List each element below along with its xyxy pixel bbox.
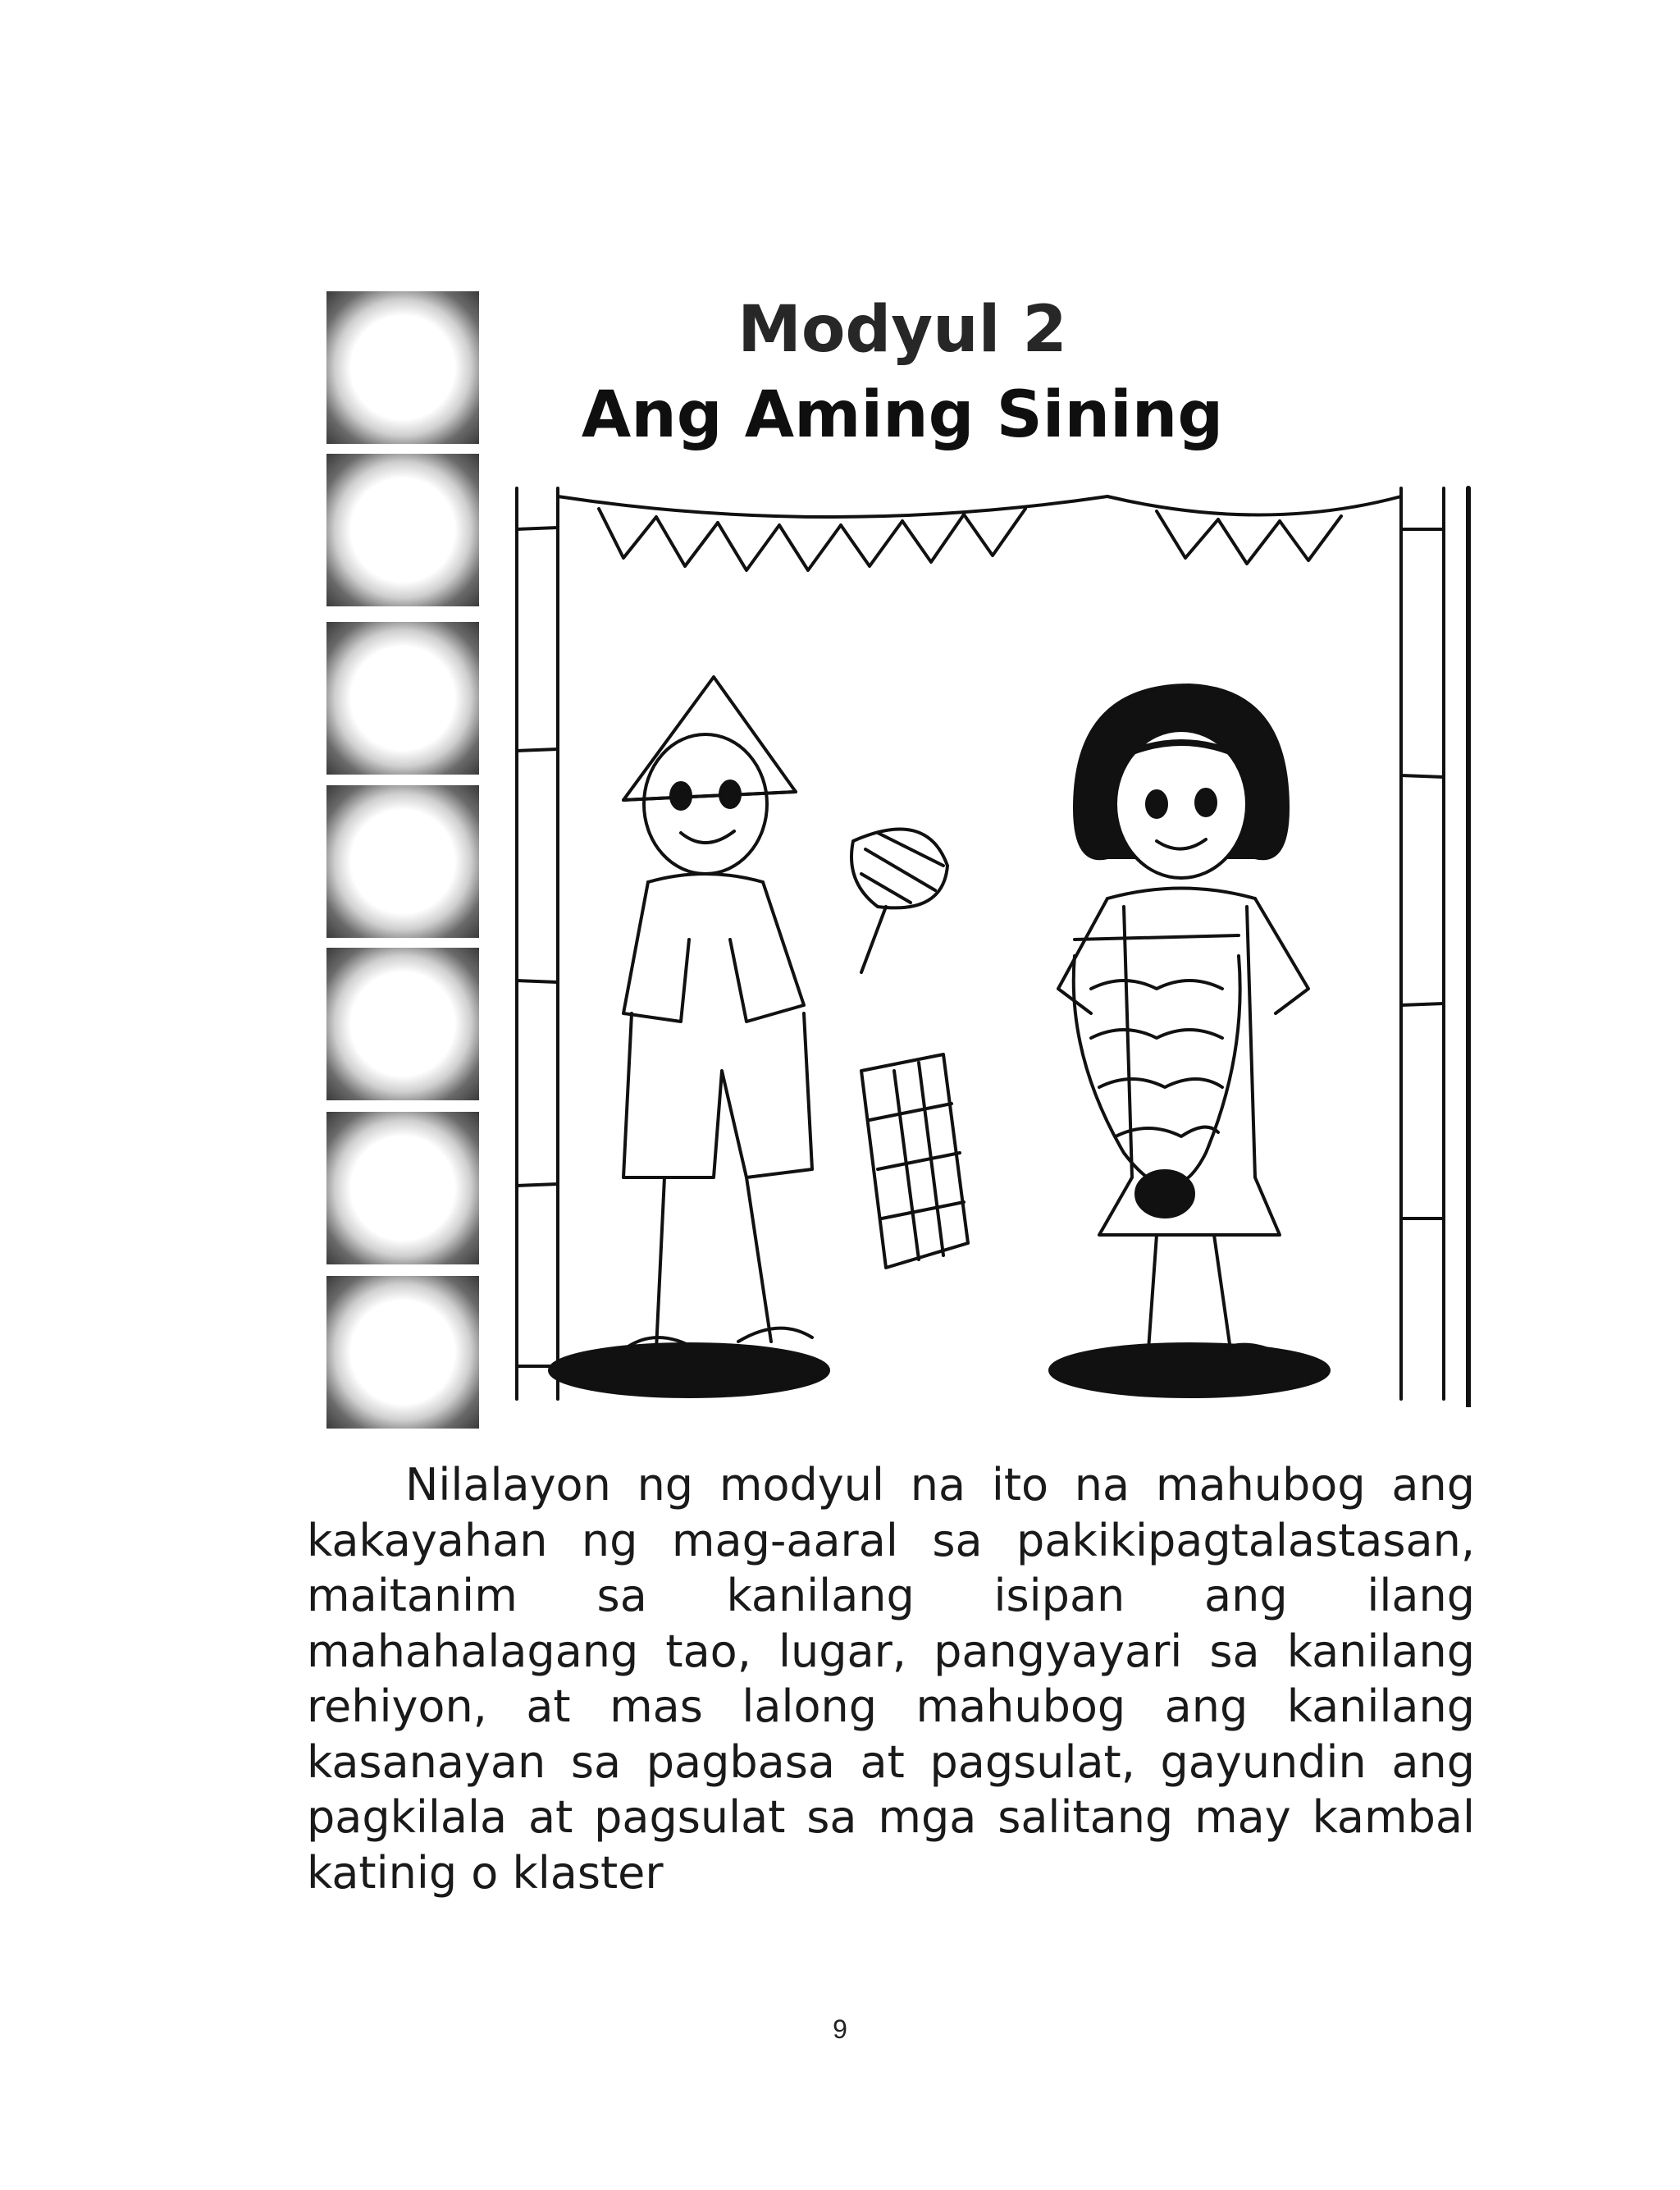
woven-bag-icon xyxy=(861,1054,968,1268)
bulb-icon xyxy=(326,622,479,775)
bunting-icon xyxy=(558,496,1401,570)
bulb-strip-decoration xyxy=(326,291,482,1432)
illustration-svg xyxy=(500,480,1477,1407)
bulb-icon xyxy=(326,454,479,606)
bamboo-right-icon xyxy=(1401,488,1468,1407)
module-number: Modyul 2 xyxy=(737,293,1067,367)
bulb-icon xyxy=(326,1276,479,1429)
bulb-icon xyxy=(326,1112,479,1264)
leaf-basket-icon xyxy=(1074,935,1240,1217)
module-objective xyxy=(307,1457,1475,1900)
objective-paragraph: Nilalayon ng modyul na ito na mahubog ang kakayahan ng mag-aaral sa pakikipagtalastasan, maitanim sa kanilang isipan ang ilang mahahalagang tao, lugar, pangyayari sa kanilang rehiyon, at mas lalong mahubog ang kanilang kasanayan sa pagbasa at pagsulat, gayundin ang pagkilala at pagsulat sa mga salitang may kambal katinig o klaster xyxy=(307,1459,1475,1899)
girl-figure-icon xyxy=(1058,685,1308,1358)
module-title xyxy=(459,287,1345,458)
woven-fan-icon xyxy=(851,829,947,972)
bulb-icon xyxy=(326,291,479,444)
ground-shadow-left-icon xyxy=(550,1344,829,1397)
boy-and-girl-with-woven-crafts-illustration xyxy=(500,480,1477,1407)
page-number: 9 xyxy=(833,2014,847,2044)
ground-shadow-right-icon xyxy=(1050,1344,1329,1397)
module-name: Ang Aming Sining xyxy=(581,378,1224,452)
bulb-icon xyxy=(326,948,479,1100)
boy-figure-icon xyxy=(623,677,812,1350)
bulb-icon xyxy=(326,785,479,938)
bamboo-left-icon xyxy=(517,488,558,1399)
